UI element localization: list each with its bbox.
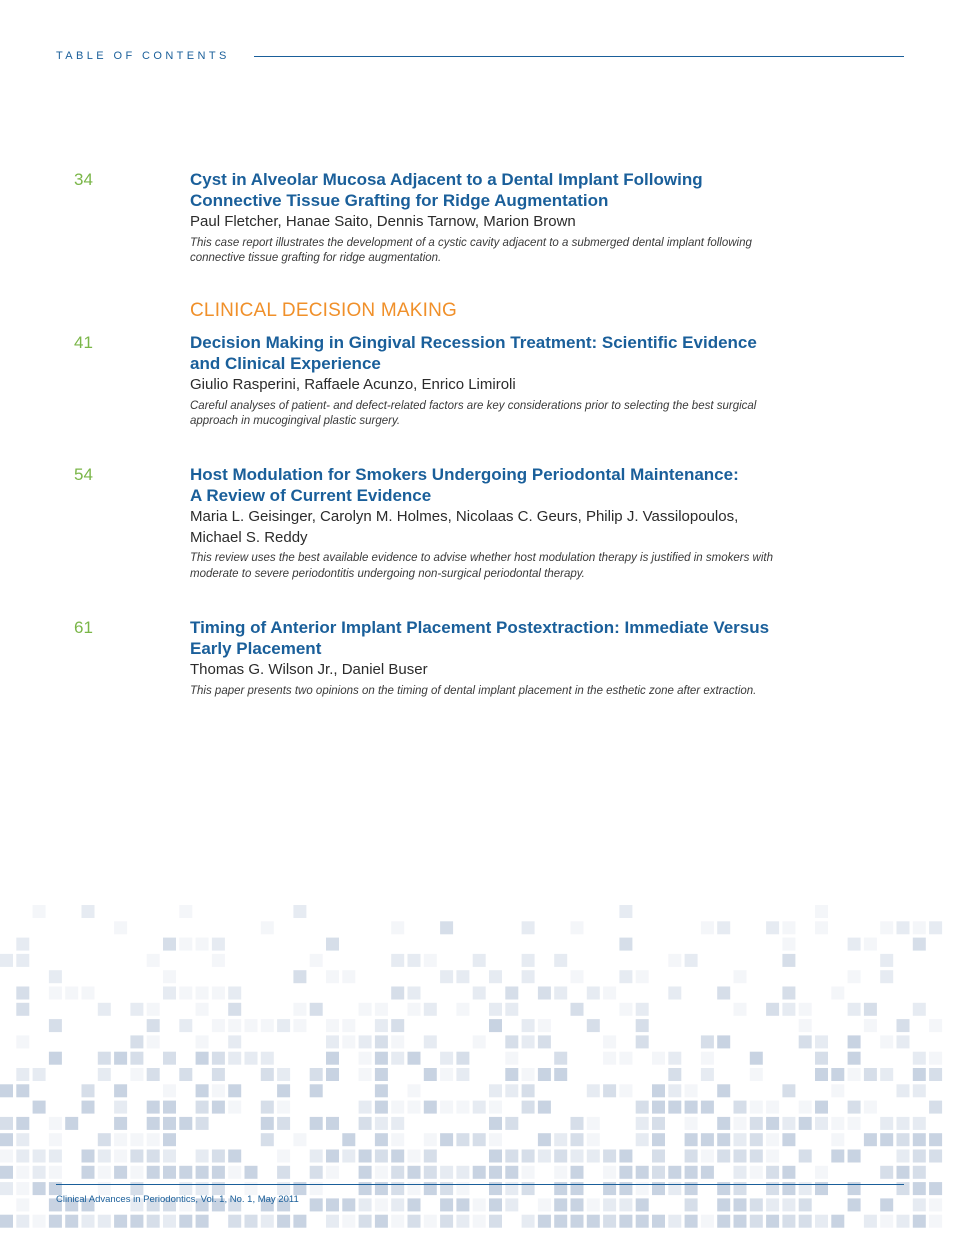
header-divider [254,56,904,57]
article-title-line: A Review of Current Evidence [190,485,432,505]
page-number: 61 [74,618,93,637]
article-title-line: Host Modulation for Smokers Undergoing Periodontal Maintenance: [190,465,739,484]
table-of-contents-label: TABLE OF CONTENTS [56,50,230,62]
article-description: This case report illustrates the development of a cystic cavity adjacent to a submerged dental implant following connective tissue grafting for ridge augmentation. [190,236,752,264]
article-authors: Thomas G. Wilson Jr., Daniel Buser [190,661,428,678]
article-authors: Paul Fletcher, Hanae Saito, Dennis Tarnow, Marion Brown [190,213,576,230]
section-heading: CLINICAL DECISION MAKING [190,300,457,321]
article-description: Careful analyses of patient- and defect-related factors are key considerations prior to selecting the best surgical approach in mucogingival plastic surgery. [190,399,757,427]
page-number: 54 [74,465,93,484]
decorative-pixel-mosaic [0,905,960,1243]
article-title[interactable]: Cyst in Alveolar Mucosa Adjacent to a Dental Implant Following Connective Tissue Grafting for Ridge Augmentation [190,170,703,210]
running-header [56,46,904,66]
article-description: This paper presents two opinions on the timing of dental implant placement in the esthetic zone after extraction. [190,684,757,697]
page-number: 34 [74,170,93,189]
page-number: 41 [74,333,93,352]
footer-divider [56,1184,904,1185]
article-title[interactable]: Timing of Anterior Implant Placement Postextraction: Immediate Versus Early Placement [190,618,770,658]
article-description: This review uses the best available evidence to advise whether host modulation therapy is justified in smokers with moderate to severe periodontitis undergoing non-surgical periodontal therapy. [190,552,773,580]
article-authors: Giulio Rasperini, Raffaele Acunzo, Enrico Limiroli [190,376,516,393]
article-title[interactable]: Decision Making in Gingival Recession Treatment: Scientific Evidence and Clinical Experience [190,333,757,373]
article-authors: Maria L. Geisinger, Carolyn M. Holmes, Nicolaas C. Geurs, Philip J. Vassilopoulos, Michael S. Reddy [190,508,739,546]
article-title[interactable] [190,465,790,506]
journal-citation: Clinical Advances in Periodontics, Vol. 1, No. 1, May 2011 [56,1194,299,1205]
